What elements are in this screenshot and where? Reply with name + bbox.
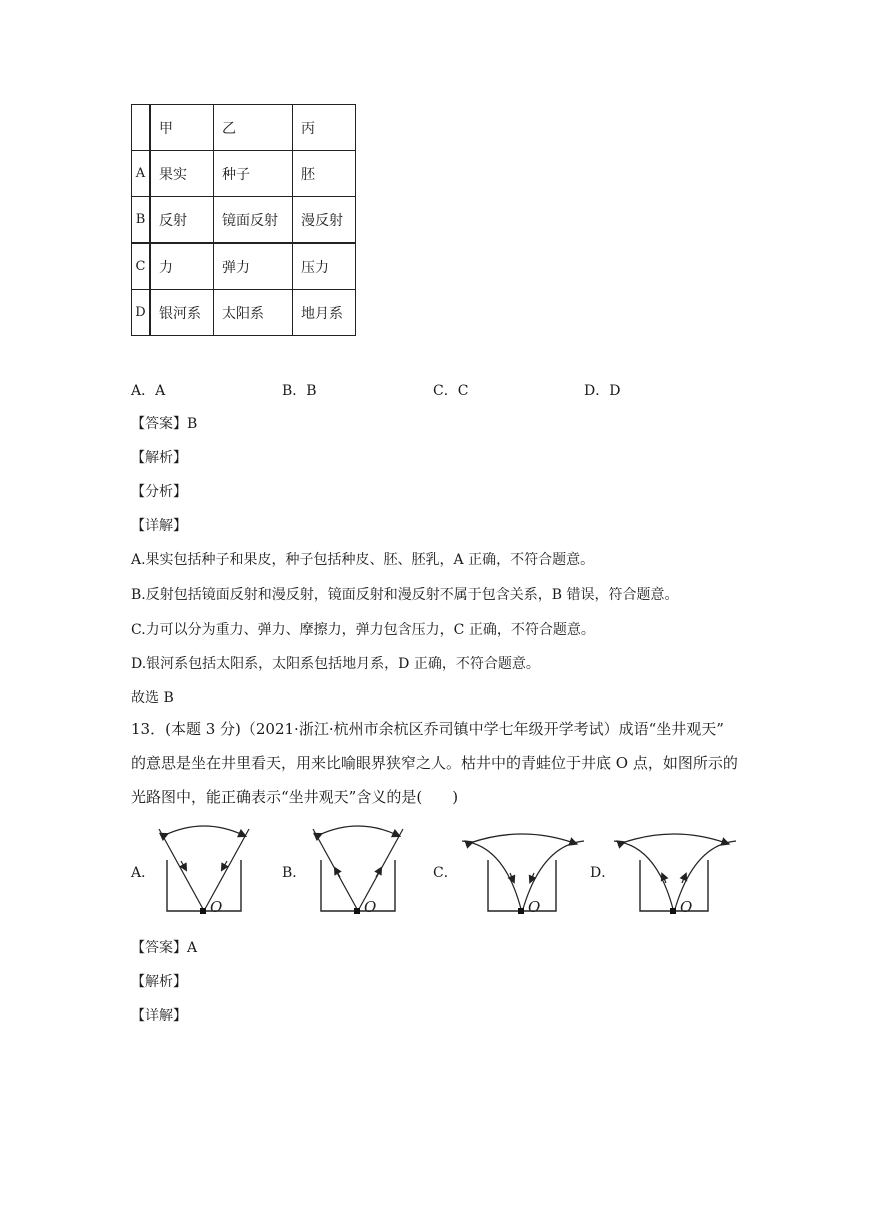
well-diagram-d <box>610 825 740 915</box>
detail-label-13: 【详解】 <box>131 1008 187 1024</box>
well-diagram-a <box>155 825 255 915</box>
analysis-label-13: 【解析】 <box>131 974 187 990</box>
detail-line-c: C.力可以分为重力、弹力、摩擦力，弹力包含压力，C 正确，不符合题意。 <box>131 622 595 638</box>
analysis-label: 【解析】 <box>131 450 187 466</box>
table-cell: 果实 <box>150 151 214 197</box>
figure-label-b: B． <box>282 865 307 881</box>
point-o-label: O <box>528 898 541 915</box>
table-header-cell: 乙 <box>214 105 293 151</box>
row-label: B <box>132 197 151 244</box>
table-header-cell: 甲 <box>150 105 214 151</box>
well-diagram-b <box>307 825 407 915</box>
table-cell: 银河系 <box>150 290 214 336</box>
conclusion: 故选 B <box>131 690 174 706</box>
row-label: C <box>132 243 151 290</box>
question-13-line-2: 的意思是坐在井里看天，用来比喻眼界狭窄之人。枯井中的青蛙位于井底 O 点，如图所示的 <box>131 754 738 772</box>
question-13-line-1: 13．(本题 3 分)（2021·浙江·杭州市余杭区乔司镇中学七年级开学考试）成语“坐井观天” <box>131 720 724 738</box>
row-label: D <box>132 290 151 336</box>
table-header-cell: 丙 <box>293 105 356 151</box>
figure-label-c: C． <box>433 865 458 881</box>
detail-line-a: A.果实包括种子和果皮，种子包括种皮、胚、胚乳，A 正确，不符合题意。 <box>131 552 595 568</box>
table-row <box>132 243 356 290</box>
figure-label-d: D． <box>590 865 616 881</box>
table-cell: 镜面反射 <box>214 197 293 244</box>
answer-label: 【答案】B <box>131 416 198 432</box>
point-o-label: O <box>210 898 223 915</box>
table-cell: 反射 <box>150 197 214 244</box>
table-cell: 漫反射 <box>293 197 356 244</box>
option-a: A．A <box>131 383 166 399</box>
table-row <box>132 151 356 197</box>
option-b: B．B <box>282 383 317 399</box>
well-diagram-c <box>458 825 588 915</box>
detail-line-b: B.反射包括镜面反射和漫反射，镜面反射和漫反射不属于包含关系，B 错误，符合题意。 <box>131 587 679 603</box>
question-13-line-3: 光路图中，能正确表示“坐井观天”含义的是( ) <box>131 788 459 806</box>
option-c: C．C <box>433 383 469 399</box>
figure-label-a: A． <box>131 865 156 881</box>
table-cell: 种子 <box>214 151 293 197</box>
table-cell: 力 <box>150 243 214 290</box>
detail-line-d: D.银河系包括太阳系，太阳系包括地月系，D 正确，不符合题意。 <box>131 656 540 672</box>
option-d: D．D <box>584 383 621 399</box>
table-cell: 压力 <box>293 243 356 290</box>
table-cell: 胚 <box>293 151 356 197</box>
table-corner-cell <box>132 105 151 151</box>
comparison-table <box>131 104 356 336</box>
table-cell: 太阳系 <box>214 290 293 336</box>
table-cell: 地月系 <box>293 290 356 336</box>
answer-label-13: 【答案】A <box>131 940 198 956</box>
point-o-label: O <box>364 898 377 915</box>
detail-label: 【详解】 <box>131 518 187 534</box>
row-label: A <box>132 151 151 197</box>
table-row <box>132 290 356 336</box>
fenxi-label: 【分析】 <box>131 484 187 500</box>
table-header-row <box>132 105 356 151</box>
table-cell: 弹力 <box>214 243 293 290</box>
table-row <box>132 197 356 244</box>
point-o-label: O <box>680 898 693 915</box>
